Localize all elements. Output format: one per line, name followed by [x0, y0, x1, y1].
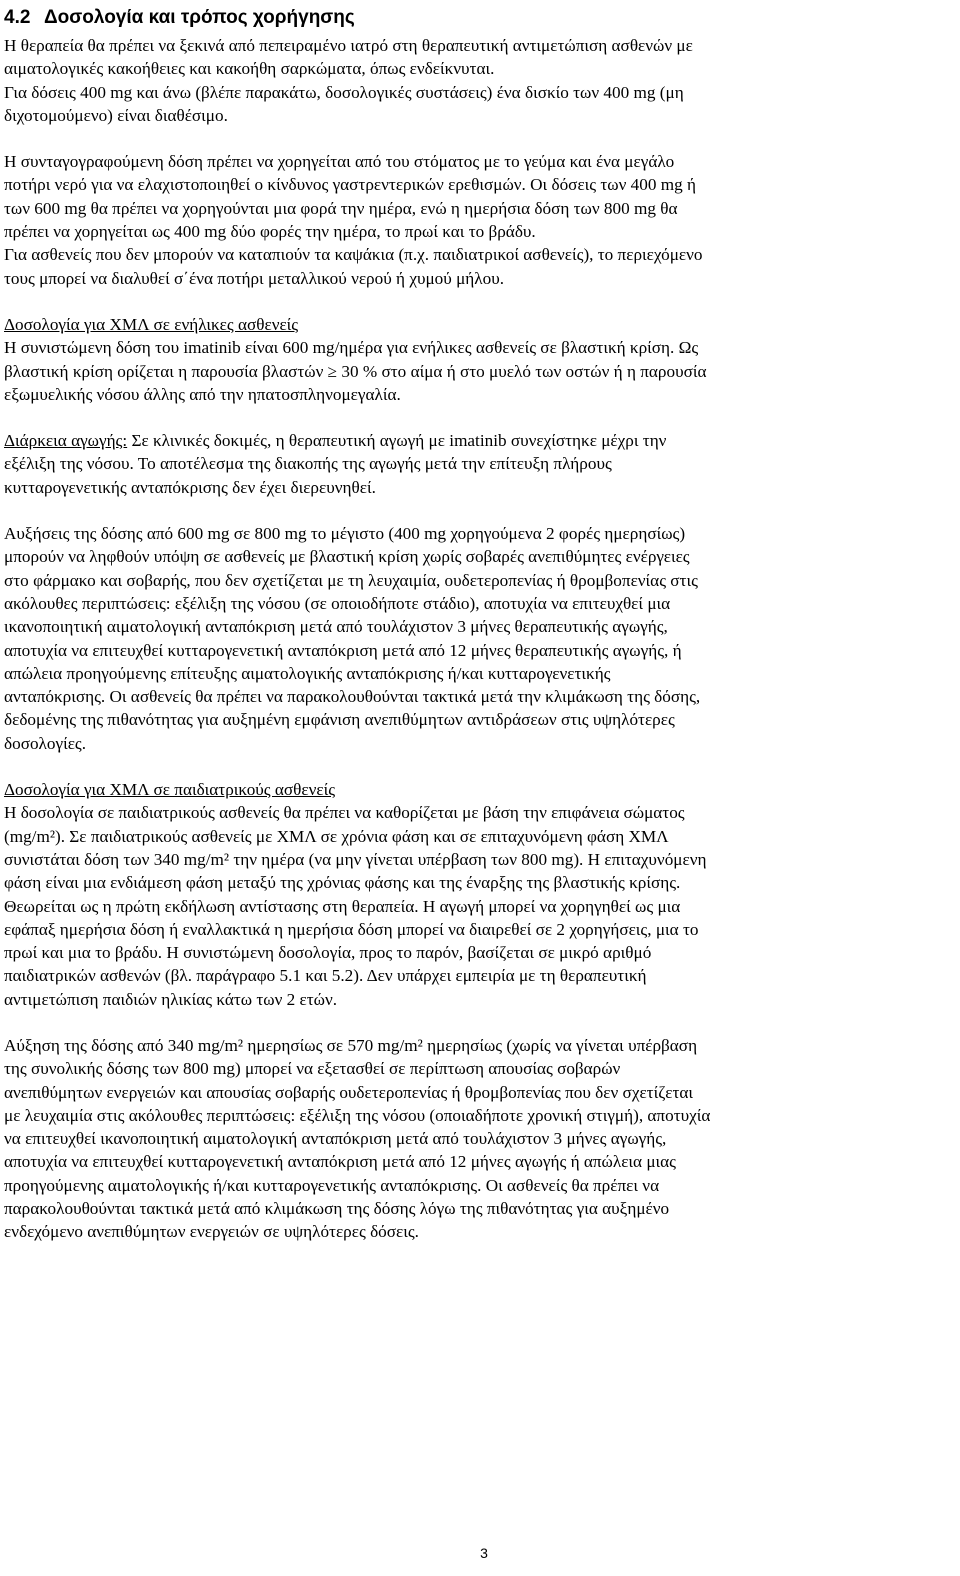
text-line: αιματολογικές κακοήθειες και κακοήθη σαρκώματα, όπως ενδείκνυται.: [4, 59, 495, 79]
text-line: Αυξήσεις της δόσης από 600 mg σε 800 mg το μέγιστο (400 mg χορηγούμενα 2 φορές ημερησίως): [4, 524, 686, 544]
text-line: Η δοσολογία σε παιδιατρικούς ασθενείς θα πρέπει να καθορίζεται με βάση την επιφάνεια σώματος: [4, 803, 685, 823]
text-line: τους μπορεί να διαλυθεί σ΄ένα ποτήρι μεταλλικού νερού ή χυμού μήλου.: [4, 268, 505, 288]
paragraph-treatment-duration: [4, 429, 956, 499]
text-line: (mg/m²). Σε παιδιατρικούς ασθενείς με ΧΜΛ σε χρόνια φάση και σε επιταχυνόμενη φάση ΧΜΛ: [4, 826, 669, 846]
text-line: βλαστική κρίση ορίζεται η παρουσία βλαστών ≥ 30 % στο αίμα ή στο μυελό των οστών ή η παρουσία: [4, 361, 707, 381]
text-line: της συνολικής δόσης των 800 mg) μπορεί να εξετασθεί σε περίπτωση απουσίας σοβαρών: [4, 1059, 621, 1079]
text-line: Θεωρείται ως η πρώτη εκδήλωση αντίστασης στη θεραπεία. Η αγωγή μπορεί να χορηγηθεί ως μια: [4, 896, 681, 916]
text-line: συνιστάται δόση των 340 mg/m² την ημέρα (να μην γίνεται υπέρβαση των 800 mg). Η επιταχυνόμενη: [4, 849, 707, 869]
paragraph-adult-dosing: [4, 313, 956, 406]
text-line: ακόλουθες περιπτώσεις: εξέλιξη της νόσου (σε οποιοδήποτε στάδιο), αποτυχία να επιτευχθεί μια: [4, 593, 671, 613]
text-line: πρέπει να χορηγείται ως 400 mg δύο φορές την ημέρα, το πρωί και το βράδυ.: [4, 222, 536, 242]
text-line: εξέλιξη της νόσου. Το αποτέλεσμα της διακοπής της αγωγής μετά την επίτευξη πλήρους: [4, 454, 612, 474]
text-line: φάση είναι μια ενδιάμεση φάση μεταξύ της χρόνιας φάσης και της έναρξης της βλαστικής κρίσης.: [4, 873, 681, 893]
text-line: Η συνταγογραφούμενη δόση πρέπει να χορηγείται από του στόματος με το γεύμα και ένα μεγάλο: [4, 152, 675, 172]
paragraph-pediatric-dosing: [4, 778, 956, 1011]
text-line: των 600 mg θα πρέπει να χορηγούνται μια φορά την ημέρα, ενώ η ημερήσια δόση των 800 mg θα: [4, 198, 678, 218]
text-line: παιδιατρικών ασθενών (βλ. παράγραφο 5.1 και 5.2). Δεν υπάρχει εμπειρία με τη θεραπευτική: [4, 966, 647, 986]
text-line: δοσολογίες.: [4, 733, 87, 753]
text-line: απώλεια προηγούμενης επίτευξης αιματολογικής ανταπόκρισης ή/και κυτταρογενετικής: [4, 663, 611, 683]
text-line: πρωί και μια το βράδυ. Η συνιστώμενη δοσολογία, προς το παρόν, βασίζεται σε μικρό αριθμό: [4, 943, 652, 963]
subheading-adult-dosing: Δοσολογία για ΧΜΛ σε ενήλικες ασθενείς: [4, 314, 299, 334]
text-line: παρακολουθούνται τακτικά μετά από κλιμάκωση της δόσης λόγω της πιθανότητας για αυξημένο: [4, 1199, 670, 1219]
text-line: προηγούμενης αιματολογικής ή/και κυτταρογενετικής ανταπόκρισης. Οι ασθενείς θα πρέπει να: [4, 1175, 660, 1195]
paragraph-intro: [4, 34, 956, 127]
paragraph-administration: [4, 150, 956, 290]
subheading-pediatric-dosing: Δοσολογία για ΧΜΛ σε παιδιατρικούς ασθενείς: [4, 780, 336, 800]
text-line: στο φάρμακο και σοβαρής, που δεν σχετίζεται με τη λευχαιμία, ουδετεροπενίας ή θρομβοπενίας στις: [4, 570, 698, 590]
text-line: Για ασθενείς που δεν μπορούν να καταπιούν τα καψάκια (π.χ. παιδιατρικοί ασθενείς), το περιεχόμενο: [4, 245, 703, 265]
text-line: ανεπιθύμητων ενεργειών και απουσίας σοβαρής ουδετεροπενίας ή θρομβοπενίας που δεν σχετίζεται: [4, 1082, 694, 1102]
text-line: [4, 429, 956, 452]
text-span: Σε κλινικές δοκιμές, η θεραπευτική αγωγή με imatinib συνεχίστηκε μέχρι την: [127, 431, 667, 451]
text-line: εφάπαξ ημερήσια δόση ή εναλλακτικά η ημερήσια δόση μπορεί να διαιρεθεί σε 2 χορηγήσεις, μια το: [4, 919, 699, 939]
text-line: ενδεχόμενο ανεπιθύμητων ενεργειών σε υψηλότερες δόσεις.: [4, 1222, 419, 1242]
paragraph-dose-increase-pediatric: [4, 1034, 956, 1244]
section-heading: [4, 2, 956, 34]
text-line: Η συνιστώμενη δόση του imatinib είναι 600 mg/ημέρα για ενήλικες ασθενείς σε βλαστική κρίση. Ως: [4, 338, 699, 358]
text-line: Αύξηση της δόσης από 340 mg/m² ημερησίως σε 570 mg/m² ημερησίως (χωρίς να γίνεται υπέρβαση: [4, 1035, 698, 1055]
paragraph-dose-increase-adult: [4, 522, 956, 755]
text-line: να επιτευχθεί ικανοποιητική αιματολογική ανταπόκριση μετά από τουλάχιστον 3 μήνες αγωγής,: [4, 1129, 667, 1149]
document-page: [4, 0, 956, 1244]
text-line: Για δόσεις 400 mg και άνω (βλέπε παρακάτω, δοσολογικές συστάσεις) ένα δισκίο των 400 mg (μη: [4, 82, 684, 102]
text-line: ανταπόκρισης. Οι ασθενείς θα πρέπει να παρακολουθούνται τακτικά μετά την κλιμάκωση της δόσης,: [4, 687, 701, 707]
text-line: αποτυχία να επιτευχθεί κυτταρογενετική ανταπόκριση μετά από 12 μήνες θεραπευτικής αγωγής, ή: [4, 640, 682, 660]
text-line: μπορούν να ληφθούν υπόψη σε ασθενείς με βλαστική κρίση χωρίς σοβαρές ανεπιθύμητες ενέργειες: [4, 547, 690, 567]
text-line: ποτήρι νερό για να ελαχιστοποιηθεί ο κίνδυνος γαστρεντερικών ερεθισμών. Οι δόσεις των 400 mg ή: [4, 175, 696, 195]
text-line: αντιμετώπιση παιδιών ηλικίας κάτω των 2 ετών.: [4, 989, 338, 1009]
treatment-duration-label: Διάρκεια αγωγής:: [4, 431, 128, 451]
text-line: αποτυχία να επιτευχθεί κυτταρογενετική ανταπόκριση μετά από 12 μήνες αγωγής ή απώλεια μιας: [4, 1152, 676, 1172]
text-line: διχοτομούμενο) είναι διαθέσιμο.: [4, 105, 228, 125]
section-title: Δοσολογία και τρόπος χορήγησης: [44, 7, 355, 28]
page-number: 3: [480, 1545, 488, 1561]
text-line: δεδομένης της πιθανότητας για αυξημένη εμφάνιση ανεπιθύμητων αντιδράσεων στις υψηλότερες: [4, 710, 675, 730]
text-line: με λευχαιμία στις ακόλουθες περιπτώσεις: εξέλιξη της νόσου (οποιαδήποτε χρονική στιγμή), αποτυχία: [4, 1105, 711, 1125]
section-number: 4.2: [4, 7, 31, 28]
text-line: κυτταρογενετικής ανταπόκρισης δεν έχει διερευνηθεί.: [4, 477, 376, 497]
text-line: ικανοποιητική αιματολογική ανταπόκριση μετά από τουλάχιστον 3 μήνες θεραπευτικής αγωγής,: [4, 617, 668, 637]
text-line: Η θεραπεία θα πρέπει να ξεκινά από πεπειραμένο ιατρό στη θεραπευτική αντιμετώπιση ασθενών με: [4, 36, 693, 55]
text-line: εξωμυελικής νόσου άλλης από την ηπατοσπληνομεγαλία.: [4, 384, 401, 404]
